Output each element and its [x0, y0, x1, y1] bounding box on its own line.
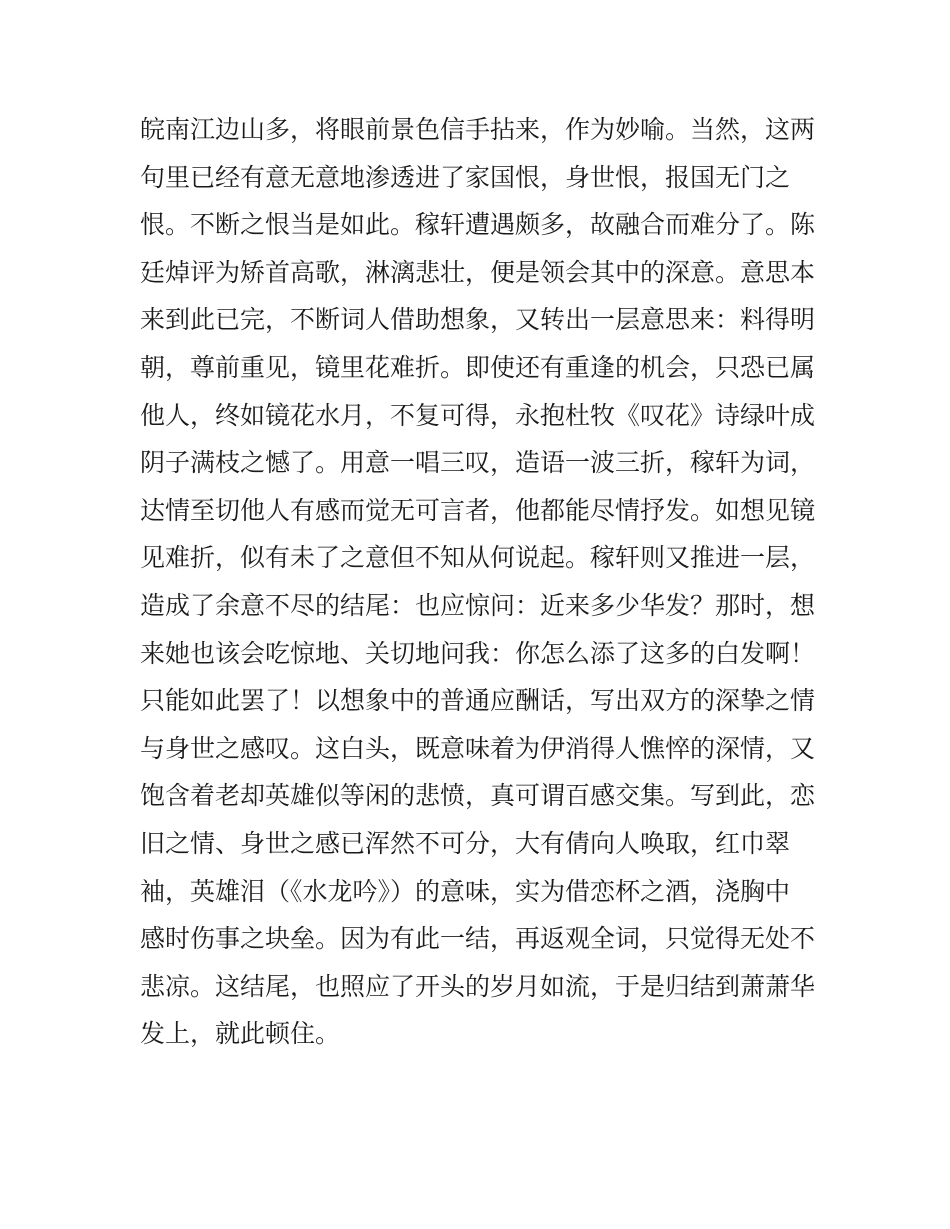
text-line: 感时伤事之块垒。因为有此一结，再返观全词，只觉得无处不: [140, 924, 816, 954]
text-line: 与身世之感叹。这白头，既意味着为伊消得人憔悴的深情，又: [140, 733, 816, 763]
body-paragraph: [140, 106, 820, 1058]
text-line: 他人，终如镜花水月，不复可得，永抱杜牧《叹花》诗绿叶成: [140, 400, 816, 430]
text-line: 廷焯评为矫首高歌，淋漓悲壮，便是领会其中的深意。意思本: [140, 257, 816, 287]
text-line: 达情至切他人有感而觉无可言者，他都能尽情抒发。如想见镜: [140, 495, 816, 525]
text-line: 句里已经有意无意地渗透进了家国恨，身世恨，报国无门之: [140, 162, 791, 192]
text-line: 朝，尊前重见，镜里花难折。即使还有重逢的机会，只恐已属: [140, 352, 816, 382]
text-line: 见难折，似有未了之意但不知从何说起。稼轩则又推进一层，: [140, 543, 816, 573]
text-line: 旧之情、身世之感已浑然不可分，大有倩向人唤取，红巾翠: [140, 828, 791, 858]
text-line: 来到此已完，不断词人借助想象，又转出一层意思来：料得明: [140, 305, 816, 335]
text-line: 袖，英雄泪（《水龙吟》）的意味，实为借恋杯之酒，浇胸中: [140, 876, 791, 906]
text-line: 恨。不断之恨当是如此。稼轩遭遇颇多，故融合而难分了。陈: [140, 210, 816, 240]
text-line: 皖南江边山多，将眼前景色信手拈来，作为妙喻。当然，这两: [140, 115, 816, 144]
text-line: 发上，就此顿住。: [140, 1019, 341, 1049]
text-line: 悲凉。这结尾，也照应了开头的岁月如流，于是归结到萧萧华: [140, 971, 816, 1001]
text-line: 来她也该会吃惊地、关切地问我：你怎么添了这多的白发啊！: [140, 638, 816, 668]
text-line: 造成了余意不尽的结尾：也应惊问：近来多少华发？那时，想: [140, 590, 816, 620]
text-line: 饱含着老却英雄似等闲的悲愤，真可谓百感交集。写到此，恋: [140, 781, 816, 811]
text-line: 阴子满枝之憾了。用意一唱三叹，造语一波三折，稼轩为词，: [140, 448, 816, 478]
text-line: 只能如此罢了！以想象中的普通应酬话，写出双方的深挚之情: [140, 686, 816, 716]
